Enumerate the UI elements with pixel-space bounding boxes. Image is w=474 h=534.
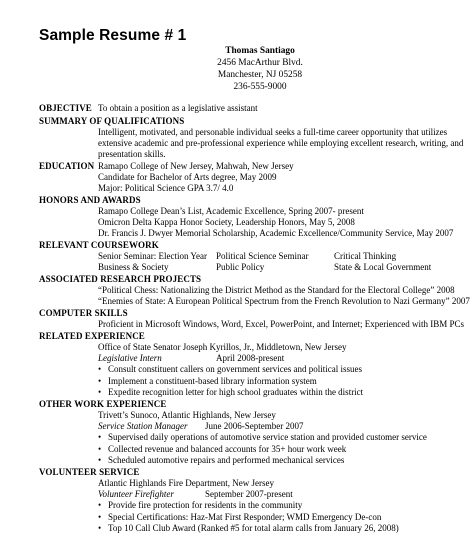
other-bullet: • Supervised daily operations of automotive service station and provided customer service	[98, 432, 427, 443]
related-employer: Office of State Senator Joseph Kyrillos, Jr., Middletown, New Jersey	[98, 342, 347, 352]
document-title: Sample Resume # 1	[39, 27, 187, 44]
course-cell: Political Science Seminar	[216, 251, 309, 261]
volunteer-bullet: • Top 10 Call Club Award (Ranked #5 for total alarm calls from January 26, 2008)	[98, 522, 399, 533]
skills-text: Proficient in Microsoft Windows, Word, Excel, PowerPoint, and Internet; Experienced with IBM PCs	[98, 319, 465, 329]
bullet-icon: •	[98, 454, 102, 465]
course-cell: State & Local Government	[334, 262, 432, 273]
summary-line: presentation skills.	[98, 149, 166, 160]
related-heading: RELATED EXPERIENCE	[39, 331, 145, 341]
honors-body	[98, 206, 453, 240]
other-heading: OTHER WORK EXPERIENCE	[39, 399, 167, 409]
summary-line: extensive academic and pre-professional experience while employing excellent research, writing, and	[98, 138, 464, 149]
honor-line: Omicron Delta Kappa Honor Society, Leadership Honors, May 5, 2008	[98, 217, 355, 228]
related-dates: April 2008-present	[216, 353, 285, 364]
bullet-icon: •	[98, 500, 102, 511]
city-state-zip: Manchester, NJ 05258	[217, 70, 303, 80]
related-body	[98, 342, 428, 398]
summary-heading: SUMMARY OF QUALIFICATIONS	[39, 116, 185, 126]
research-line: “Enemies of State: A European Political Spectrum from the French Revolution to Nazi Germany” 2007	[98, 296, 470, 307]
other-employer: Trivett’s Sunoco, Atlantic Highlands, New Jersey	[98, 410, 276, 420]
contact-block	[0, 45, 474, 93]
honors-heading: HONORS AND AWARDS	[39, 195, 141, 205]
related-bullet: • Implement a constituent-based library information system	[98, 375, 317, 386]
skills-heading: COMPUTER SKILLS	[39, 308, 128, 318]
volunteer-bullet: • Provide fire protection for residents in the community	[98, 500, 303, 511]
research-heading: ASSOCIATED RESEARCH PROJECTS	[39, 274, 202, 284]
volunteer-heading: VOLUNTEER SERVICE	[39, 467, 140, 477]
related-bullet: • Expedite recognition letter for high school graduates within the district	[98, 386, 364, 397]
coursework-row	[98, 251, 458, 262]
summary-line: Intelligent, motivated, and personable individual seeks a full-time career opportunity that utilizes	[98, 127, 448, 137]
candidate-name: Thomas Santiago	[225, 46, 295, 56]
coursework-table	[98, 251, 458, 273]
other-body	[98, 410, 428, 466]
bullet-icon: •	[98, 386, 102, 397]
summary-body	[98, 127, 463, 161]
other-bullet: • Collected revenue and balanced accounts for 35+ hour work week	[98, 443, 347, 454]
related-bullet: • Consult constituent callers on government services and political issues	[98, 364, 362, 375]
education-heading: EDUCATION	[39, 161, 95, 171]
bullet-icon: •	[98, 522, 102, 533]
street-address: 2456 MacArthur Blvd.	[217, 58, 303, 68]
other-role: Service Station Manager	[98, 421, 188, 432]
volunteer-body	[98, 478, 428, 534]
research-line: “Political Chess: Nationalizing the District Method as the Standard for the Electoral College” 2008	[98, 285, 455, 295]
course-cell: Public Policy	[216, 262, 265, 273]
bullet-icon: •	[98, 443, 102, 454]
coursework-row	[98, 262, 458, 273]
honor-line: Dr. Francis J. Dwyer Memorial Scholarship, Academic Excellence/Community Service, May 2007	[98, 228, 454, 239]
education-line: Ramapo College of New Jersey, Mahwah, New Jersey	[98, 161, 294, 171]
education-body	[98, 161, 294, 195]
other-bullet: • Scheduled automotive repairs and performed mechanical services	[98, 454, 345, 465]
volunteer-employer: Atlantic Highlands Fire Department, New Jersey	[98, 478, 274, 488]
research-body	[98, 285, 470, 307]
other-dates: June 2006-September 2007	[205, 421, 304, 432]
volunteer-role: Volunteer Firefighter	[98, 489, 174, 500]
course-cell: Business & Society	[98, 262, 169, 273]
objective-heading: OBJECTIVE	[39, 103, 92, 113]
bullet-icon: •	[98, 375, 102, 386]
honor-line: Ramapo College Dean’s List, Academic Excellence, Spring 2007- present	[98, 206, 364, 216]
phone-number: 236-555-9000	[233, 82, 287, 92]
objective-text: To obtain a position as a legislative assistant	[98, 103, 258, 113]
course-cell: Critical Thinking	[334, 251, 397, 261]
coursework-heading: RELEVANT COURSEWORK	[39, 240, 159, 250]
related-role: Legislative Intern	[98, 353, 162, 364]
volunteer-bullet: • Special Certifications: Haz-Mat First Responder; WMD Emergency De-con	[98, 511, 382, 522]
bullet-icon: •	[98, 364, 102, 375]
volunteer-dates: September 2007-present	[205, 489, 293, 500]
education-line: Candidate for Bachelor of Arts degree, May 2009	[98, 172, 277, 183]
course-cell: Senior Seminar: Election Year	[98, 251, 207, 261]
bullet-icon: •	[98, 511, 102, 522]
bullet-icon: •	[98, 432, 102, 443]
education-line: Major: Political Science GPA 3.7/ 4.0	[98, 183, 234, 194]
